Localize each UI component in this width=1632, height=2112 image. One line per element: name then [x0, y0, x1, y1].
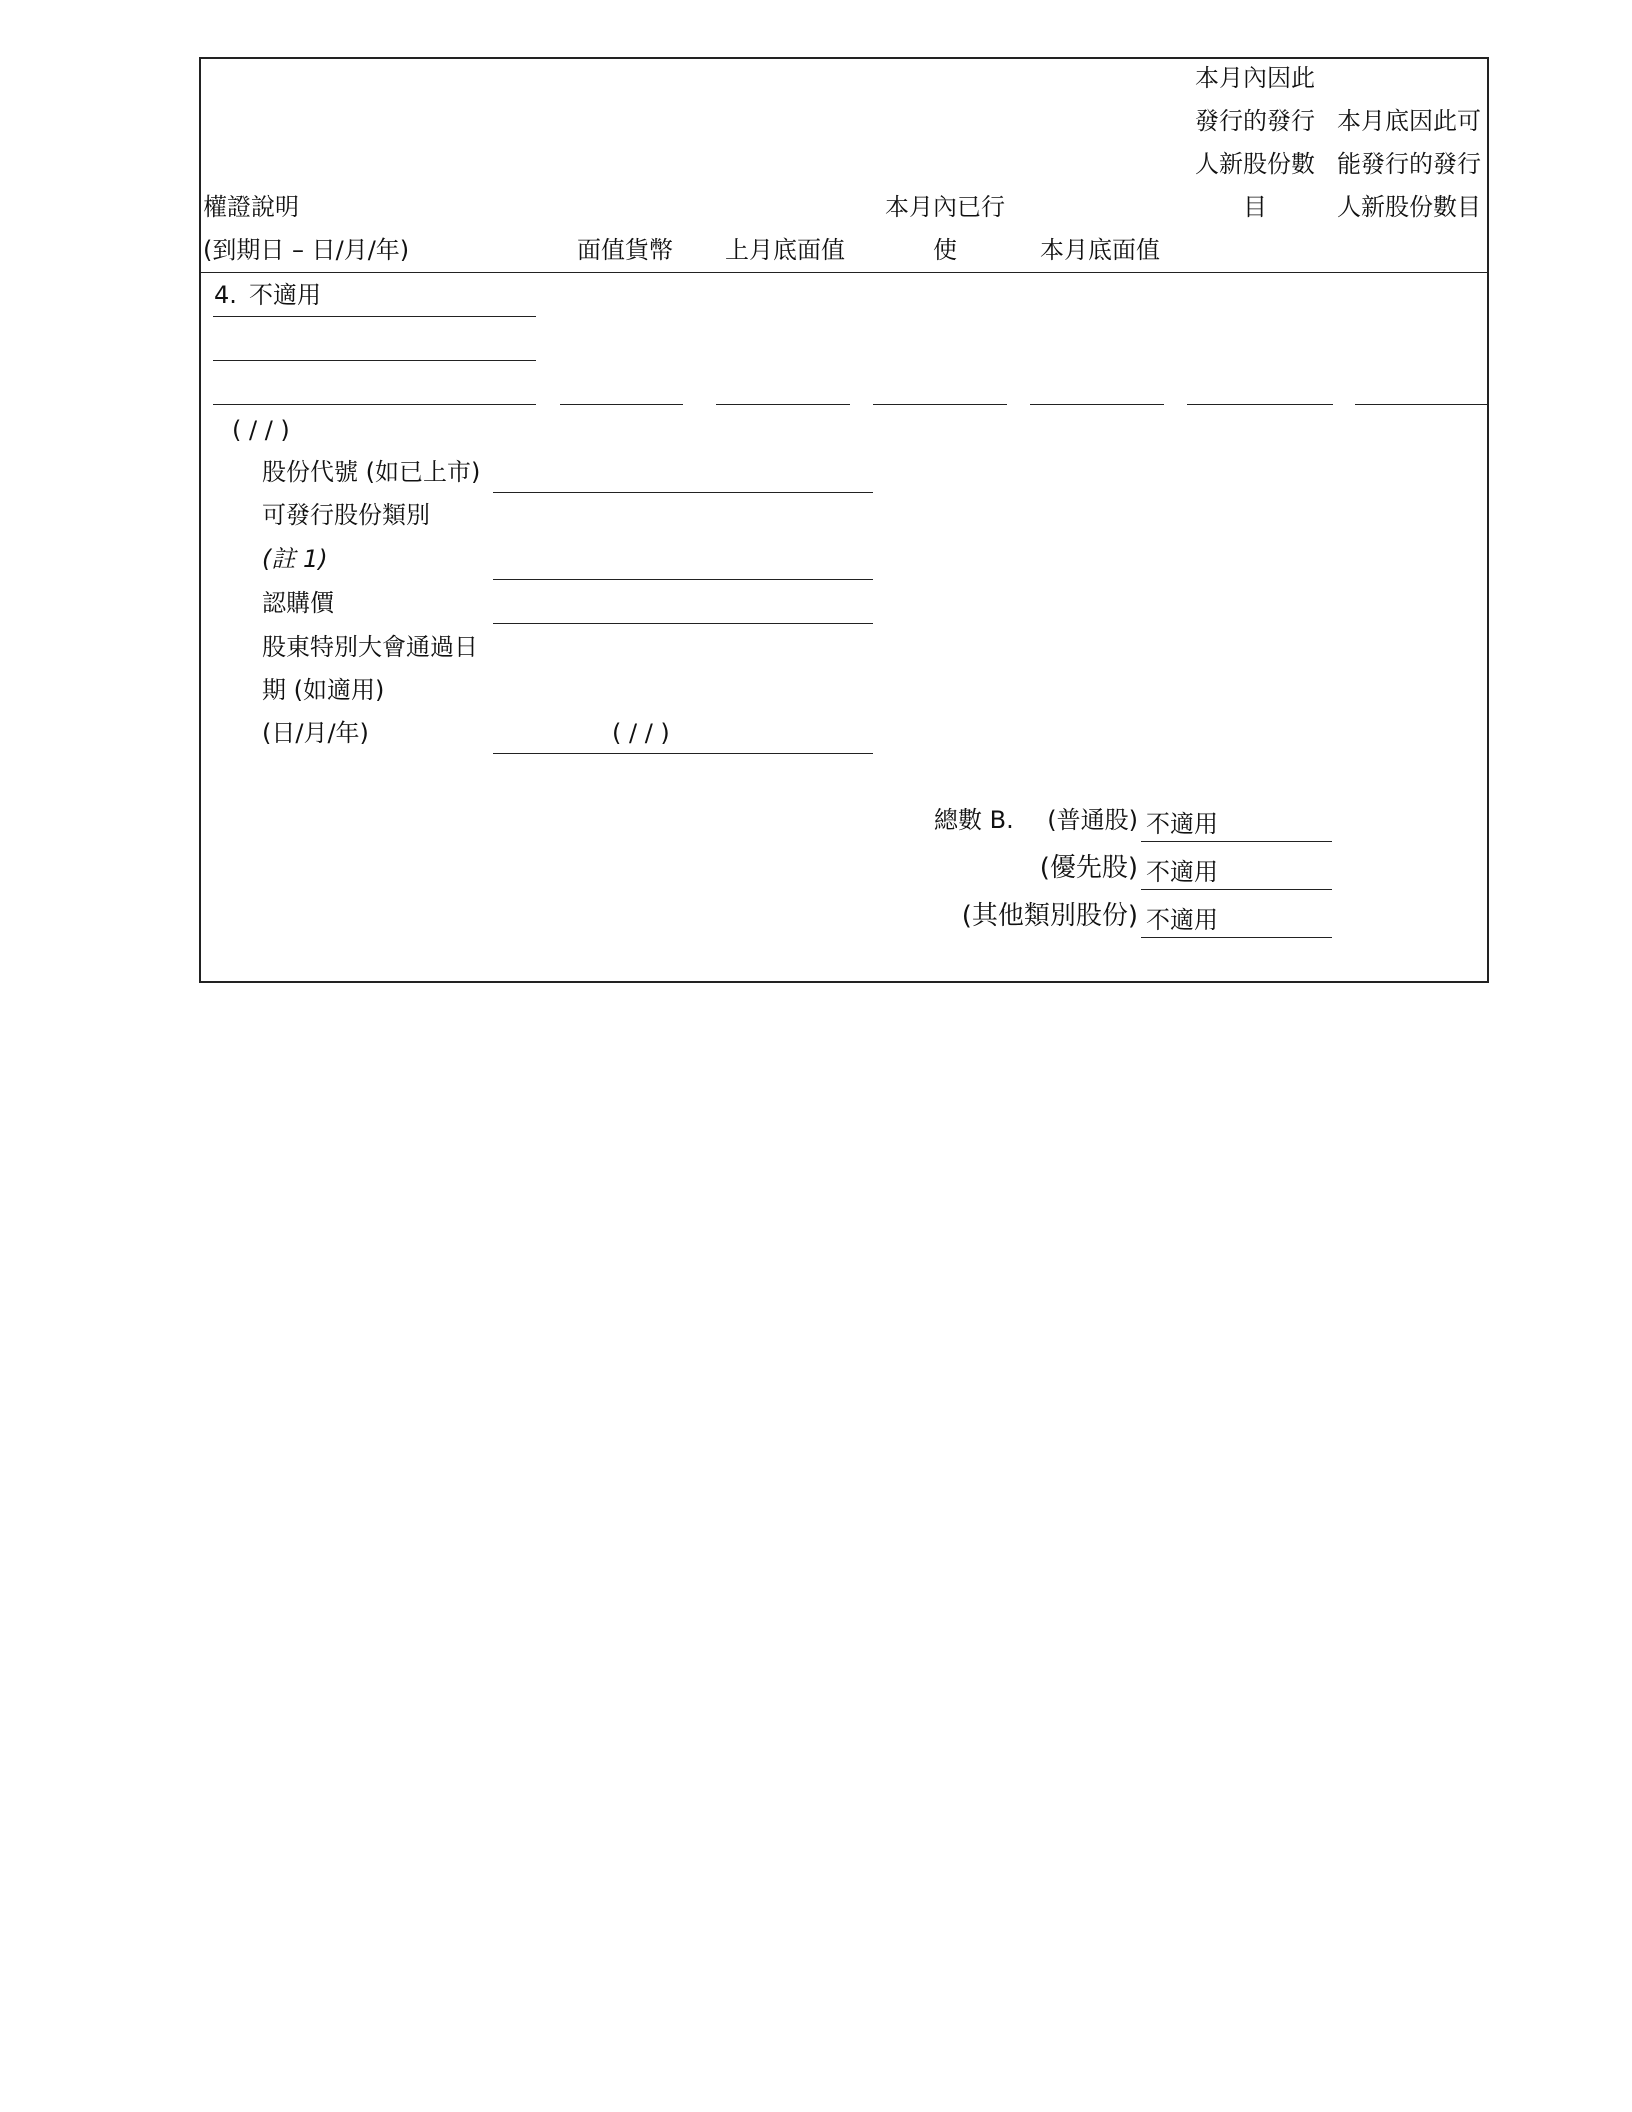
header-divider	[199, 272, 1489, 273]
egm-date-label-line1: 股東特別大會通過日	[262, 633, 478, 661]
header-description-line1: 權證說明	[203, 193, 299, 221]
totals-ordinary-value: 不適用	[1146, 810, 1218, 838]
header-exercised-line2: 使	[933, 236, 957, 264]
header-possible-shares-line3: 人新股份數目	[1337, 193, 1481, 221]
description-line-1	[213, 316, 536, 317]
header-month-end: 本月底面值	[1040, 236, 1160, 264]
header-new-shares-issued-line4: 目	[1243, 193, 1267, 221]
subscription-price-line	[493, 623, 873, 624]
totals-label: 總數 B.	[934, 806, 1014, 834]
share-class-label: 可發行股份類別	[262, 501, 430, 529]
totals-ordinary-line	[1141, 841, 1332, 842]
month-end-field-line	[1030, 404, 1164, 405]
egm-date-line	[493, 753, 873, 754]
header-new-shares-issued-line1: 本月內因此	[1195, 64, 1315, 92]
totals-other-value: 不適用	[1146, 906, 1218, 934]
totals-ordinary-label: (普通股)	[1047, 806, 1138, 834]
totals-other-line	[1141, 937, 1332, 938]
header-prev-month-end: 上月底面值	[725, 236, 845, 264]
item-description: 不適用	[249, 281, 321, 309]
currency-field-line	[560, 404, 683, 405]
expiry-date: ( / / )	[232, 416, 290, 444]
totals-preference-value: 不適用	[1146, 858, 1218, 886]
stock-code-label: 股份代號 (如已上市)	[262, 458, 481, 486]
new-shares-issued-field-line	[1187, 404, 1333, 405]
egm-date-label-line2: 期 (如適用)	[262, 676, 385, 704]
header-currency: 面值貨幣	[577, 236, 673, 264]
possible-shares-field-line	[1355, 404, 1489, 405]
header-new-shares-issued-line3: 人新股份數	[1195, 150, 1315, 178]
stock-code-line	[493, 492, 873, 493]
totals-preference-line	[1141, 889, 1332, 890]
totals-preference-label: (優先股)	[1039, 853, 1138, 883]
description-line-2	[213, 360, 536, 361]
item-number: 4.	[214, 281, 237, 309]
share-class-line	[493, 579, 873, 580]
subscription-price-label: 認購價	[262, 589, 334, 617]
description-line-3	[213, 404, 536, 405]
header-new-shares-issued-line2: 發行的發行	[1195, 107, 1315, 135]
header-description-line2: (到期日 – 日/月/年)	[203, 236, 410, 264]
prev-month-end-field-line	[716, 404, 850, 405]
egm-date-label-line3: (日/月/年)	[262, 719, 369, 747]
header-exercised-line1: 本月內已行	[885, 193, 1005, 221]
egm-date-value: ( / / )	[612, 719, 670, 747]
header-possible-shares-line1: 本月底因此可	[1337, 107, 1481, 135]
exercised-field-line	[873, 404, 1007, 405]
share-class-note: (註 1)	[262, 545, 328, 573]
header-possible-shares-line2: 能發行的發行	[1337, 150, 1481, 178]
totals-other-label: (其他類別股份)	[961, 901, 1138, 931]
